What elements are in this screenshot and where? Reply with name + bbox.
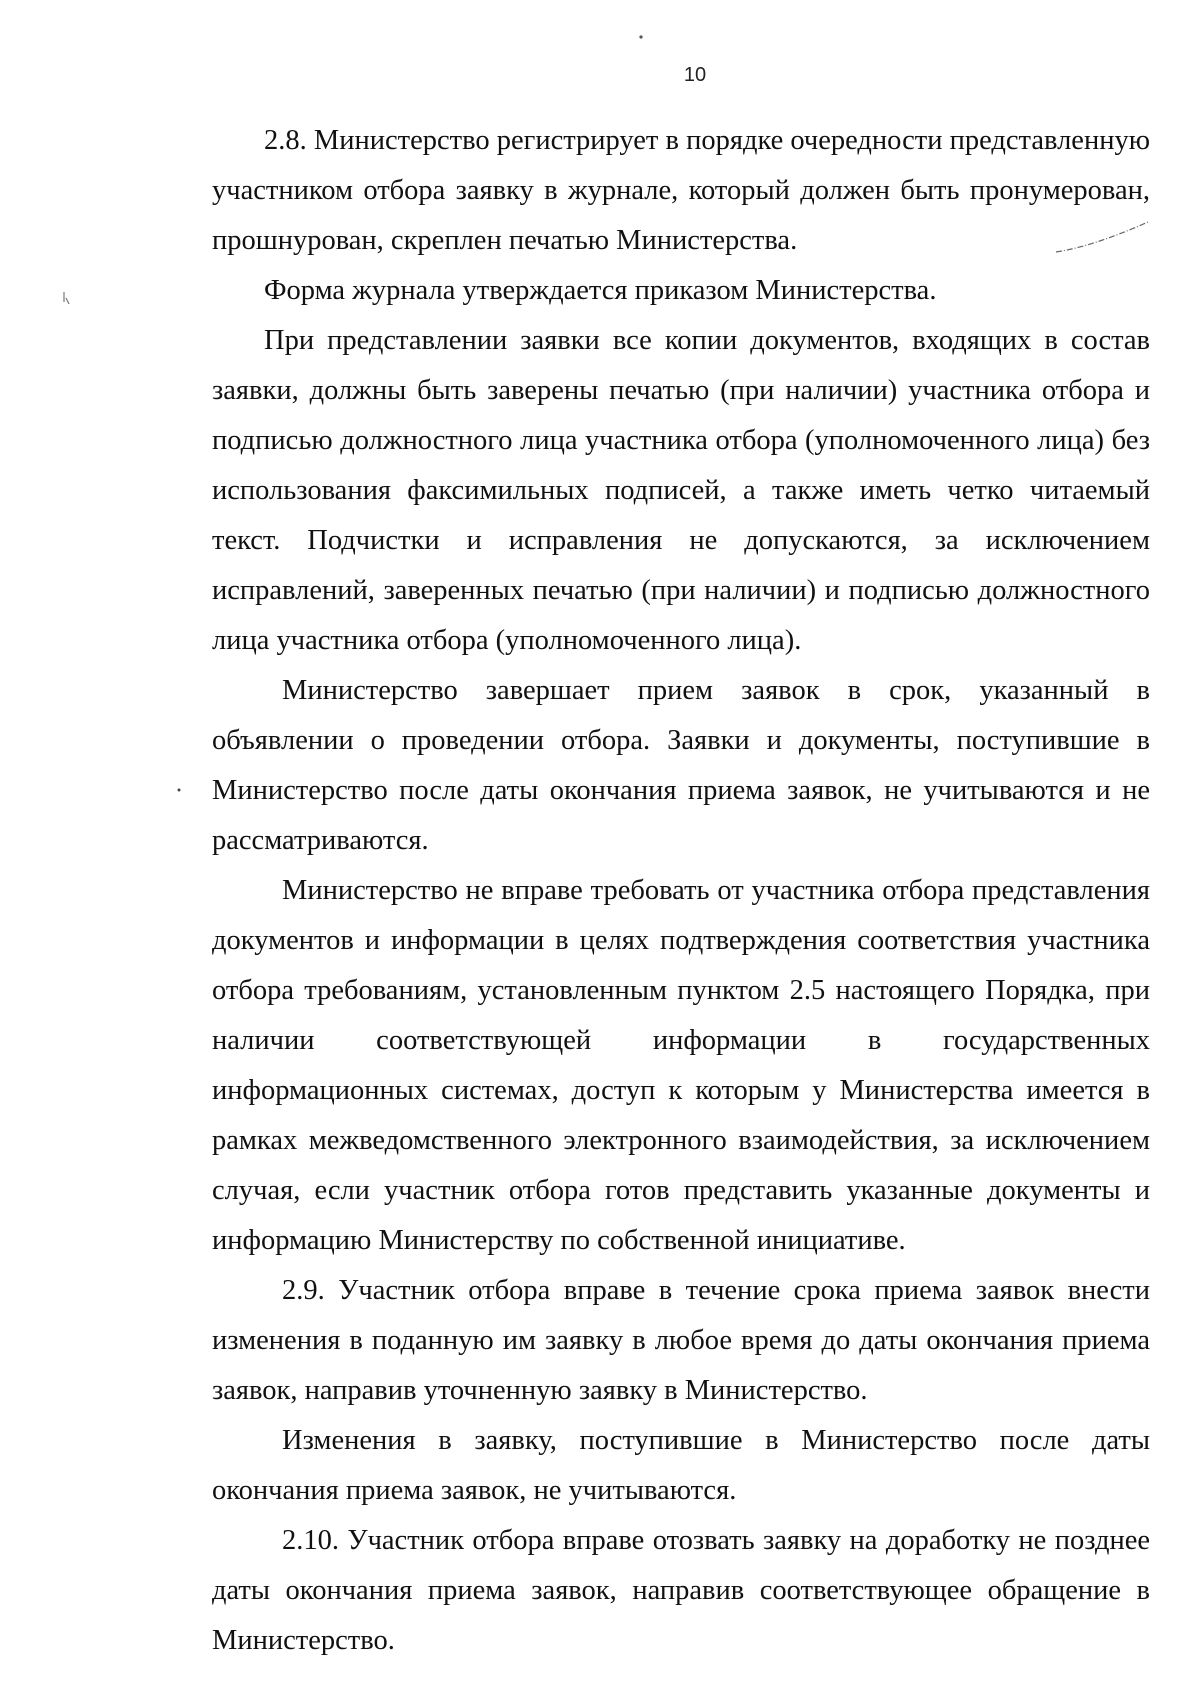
document-body <box>212 116 1150 1666</box>
scan-speck-left <box>60 290 74 308</box>
paragraph-2-10: 2.10. Участник отбора вправе отозвать заявку на доработку не позднее даты окончания приема заявок, направив соответствующее обращение в Министерство. <box>212 1525 1150 1656</box>
paragraph-late-changes: Изменения в заявку, поступившие в Министерство после даты окончания приема заявок, не учитываются. <box>212 1425 1150 1506</box>
scan-speck-margin <box>176 786 184 796</box>
scan-speck-top <box>638 34 646 42</box>
paragraph-no-request-documents: Министерство не вправе требовать от участника отбора представления документов и информации в целях подтверждения соответствия участника отбора требованиям, установленным пунктом 2.5 настоящего Порядка, при наличии соответствующей информации в государственных информационных системах, доступ к которым у Министерства имеется в рамках межведомственного электронного взаимодействия, за исключением случая, если участник отбора готов представить указанные документы и информацию Министерству по собственной инициативе. <box>212 875 1150 1256</box>
paragraph-2-8: 2.8. Министерство регистрирует в порядке очередности представленную участником отбора заявку в журнале, который должен быть пронумерован, прошнурован, скреплен печатью Министерства. <box>212 125 1150 256</box>
paragraph-journal-form: Форма журнала утверждается приказом Министерства. <box>264 275 937 306</box>
page-number: 10 <box>683 64 707 86</box>
paragraph-2-9: 2.9. Участник отбора вправе в течение срока приема заявок внести изменения в поданную им заявку в любое время до даты окончания приема заявок, направив уточненную заявку в Министерство. <box>212 1275 1150 1406</box>
paragraph-acceptance-deadline: Министерство завершает прием заявок в срок, указанный в объявлении о проведении отбора. Заявки и документы, поступившие в Министерство после даты окончания приема заявок, не учитываются и не рассматриваются. <box>212 675 1150 856</box>
paragraph-copies-certification: При представлении заявки все копии документов, входящих в состав заявки, должны быть заверены печатью (при наличии) участника отбора и подписью должностного лица участника отбора (уполномоченного лица) без использования факсимильных подписей, а также иметь четко читаемый текст. Подчистки и исправления не допускаются, за исключением исправлений, заверенных печатью (при наличии) и подписью должностного лица участника отбора (уполномоченного лица). <box>212 325 1150 656</box>
